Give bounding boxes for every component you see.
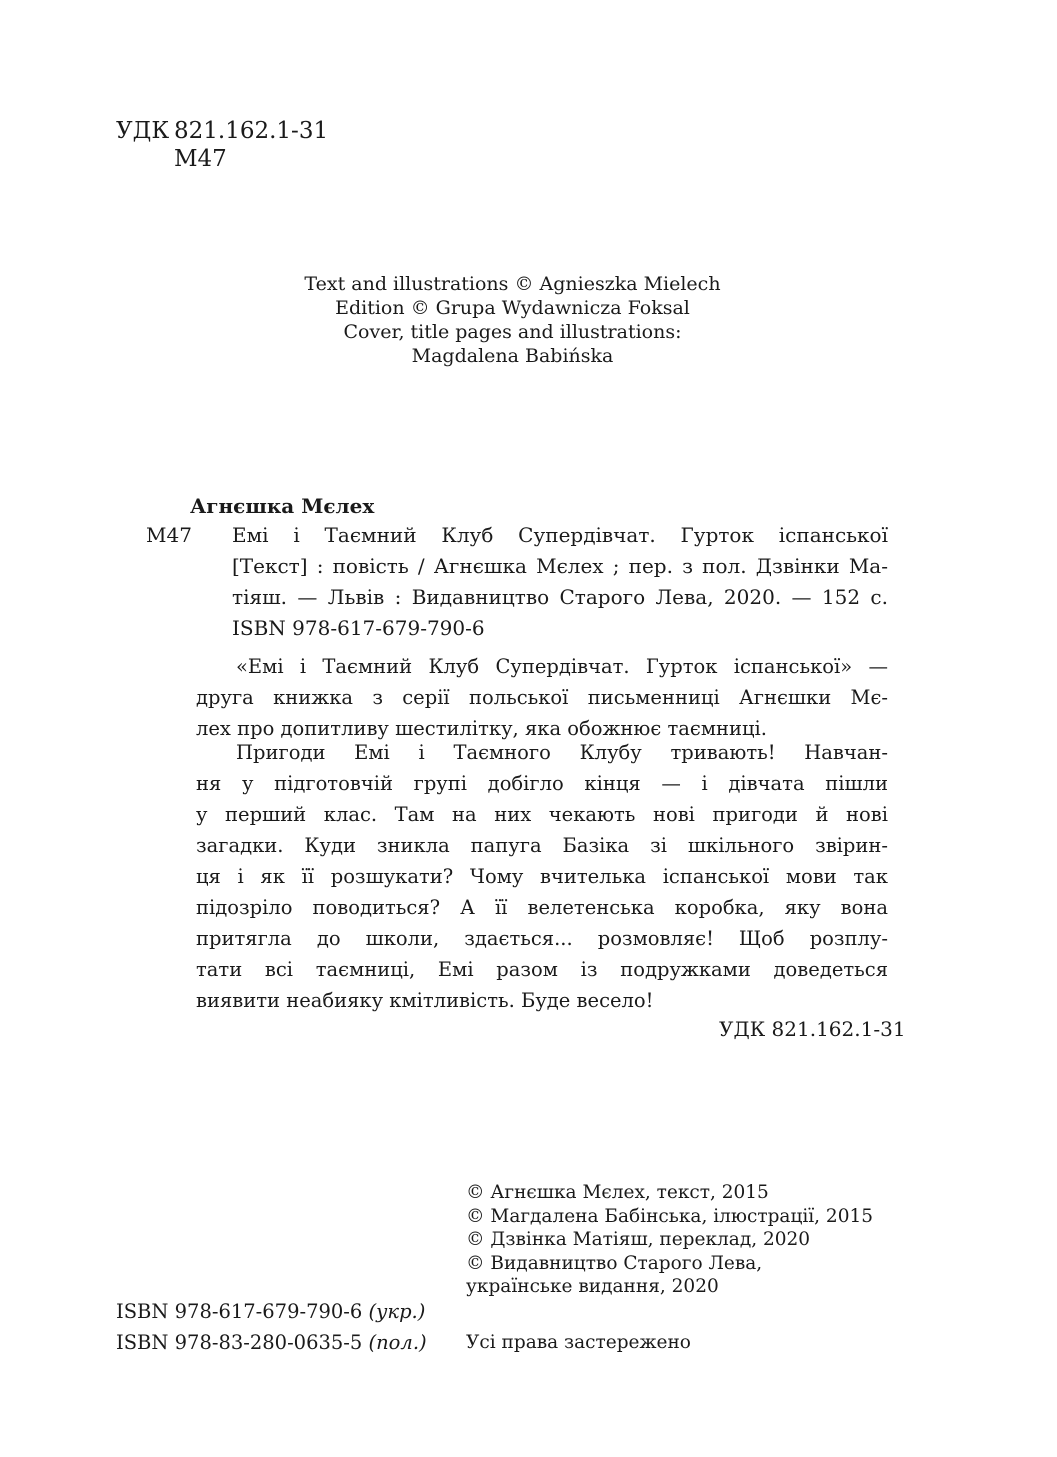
catalog-isbn: ISBN 978-617-679-790-6 <box>232 616 485 640</box>
annotation-line: ня у підготовчій групі добігло кінця — і дівчата пішли <box>196 772 888 795</box>
isbn-language: (пол.) <box>368 1331 427 1354</box>
isbn-list <box>116 1296 427 1358</box>
catalog-author: Агнєшка Мєлех <box>190 494 375 518</box>
original-credits <box>260 272 765 368</box>
udk-code: 821.162.1-31 <box>174 118 329 144</box>
annotation-line: лех про допитливу шестилітку, яка обожнює таємниці. <box>196 717 767 740</box>
isbn-item <box>116 1327 427 1358</box>
credit-line: Cover, title pages and illustrations: <box>343 321 682 343</box>
credit-line: Magdalena Babińska <box>411 345 614 367</box>
annotation-paragraph-2 <box>196 737 888 1016</box>
author-mark: М47 <box>174 146 227 172</box>
catalog-line: [Текст] : повість / Агнєшка Мєлех ; пер. з пол. Дзвінки Ма- <box>232 554 888 578</box>
annotation-line: притягла до школи, здається... розмовляє! Щоб розплу- <box>196 927 888 950</box>
catalog-line: тіяш. — Львів : Видавництво Старого Лева, 2020. — 152 с. <box>232 585 888 609</box>
annotation-line: ця і як її розшукати? Чому вчителька іспанської мови так <box>196 865 888 888</box>
isbn-number: ISBN 978-83-280-0635-5 <box>116 1331 363 1354</box>
catalog-author-mark: М47 <box>146 523 192 547</box>
udk-bottom: УДК 821.162.1-31 <box>719 1017 906 1041</box>
annotation-line: друга книжка з серії польської письменниці Агнєшки Мє- <box>196 686 888 709</box>
copyright-line: © Дзвінка Матіяш, переклад, 2020 <box>466 1229 811 1250</box>
catalog-record <box>232 520 888 613</box>
copyright-line: © Агнєшка Мєлех, текст, 2015 <box>466 1182 769 1203</box>
annotation-line: у перший клас. Там на них чекають нові пригоди й нові <box>196 803 888 826</box>
copyright-line: © Магдалена Бабінська, ілюстрації, 2015 <box>466 1205 874 1227</box>
rights-reserved: Усі права застережено <box>466 1332 691 1353</box>
copyright-line: українське видання, 2020 <box>466 1276 719 1297</box>
annotation-line: загадки. Куди зникла папуга Базіка зі шкільного звірин- <box>196 834 888 857</box>
annotation-line: «Емі і Таємний Клуб Супердівчат. Гурток іспанської» — <box>236 655 888 678</box>
credit-line: Text and illustrations © Agnieszka Mielech <box>304 273 721 295</box>
annotation-line: тати всі таємниці, Емі разом із подружками доведеться <box>196 958 888 981</box>
isbn-item <box>116 1296 427 1327</box>
annotation-line: підозріло поводиться? А її велетенська коробка, яку вона <box>196 896 888 919</box>
credit-line: Edition © Grupa Wydawnicza Foksal <box>335 297 690 319</box>
isbn-number: ISBN 978-617-679-790-6 <box>116 1300 363 1323</box>
catalog-line: Емі і Таємний Клуб Супердівчат. Гурток іспанської <box>232 523 888 547</box>
annotation-line: виявити неабияку кмітливість. Буде весело! <box>196 989 654 1012</box>
annotation-paragraph-1 <box>196 651 888 744</box>
copyright-block <box>466 1181 873 1299</box>
annotation-line: Пригоди Емі і Таємного Клубу тривають! Навчан- <box>236 741 888 764</box>
copyright-line: © Видавництво Старого Лева, <box>466 1252 763 1274</box>
udk-label: УДК <box>116 118 170 144</box>
isbn-language: (укр.) <box>368 1300 426 1323</box>
